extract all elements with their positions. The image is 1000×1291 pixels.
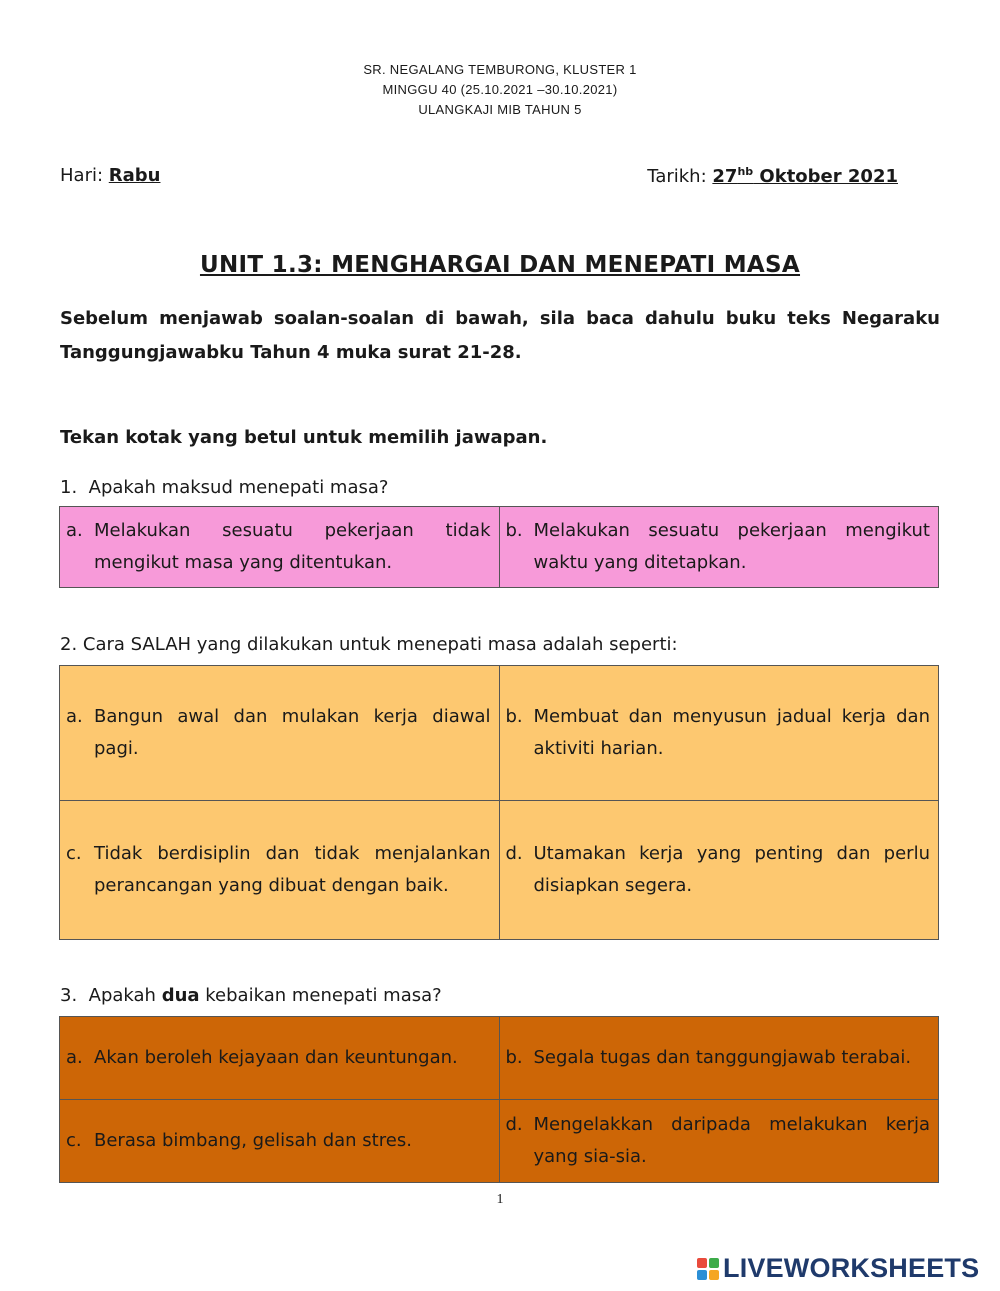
question-1-options xyxy=(59,506,939,588)
option-text: Bangun awal dan mulakan kerja diawal pagi. xyxy=(94,706,491,759)
date-value xyxy=(712,166,898,187)
option-3d[interactable] xyxy=(499,1100,939,1183)
date-row xyxy=(60,165,898,187)
question-1-text: Apakah maksud menepati masa? xyxy=(88,477,389,498)
date-day: 27 xyxy=(712,166,738,187)
option-text: Akan beroleh kejayaan dan keuntungan. xyxy=(94,1047,458,1068)
option-3c[interactable] xyxy=(60,1100,500,1183)
question-3-text-before: Apakah xyxy=(88,985,162,1006)
option-text: Segala tugas dan tanggungjawab terabai. xyxy=(533,1047,912,1068)
liveworksheets-logo-icon xyxy=(697,1258,719,1280)
header-subject: ULANGKAJI MIB TAHUN 5 xyxy=(418,102,582,117)
question-3-number: 3. xyxy=(60,985,78,1006)
option-text: Tidak berdisiplin dan tidak menjalankan perancangan yang dibuat dengan baik. xyxy=(94,843,491,896)
option-2b[interactable] xyxy=(499,666,939,801)
date-label: Tarikh: xyxy=(647,166,713,187)
option-text: Melakukan sesuatu pekerjaan mengikut waktu yang ditetapkan. xyxy=(533,520,930,573)
question-3-text-after: kebaikan menepati masa? xyxy=(199,985,442,1006)
instruction-text: Tekan kotak yang betul untuk memilih jawapan. xyxy=(60,427,548,448)
page-number: 1 xyxy=(496,1192,504,1207)
date-rest: Oktober 2021 xyxy=(753,166,898,187)
option-label: d. xyxy=(505,1114,523,1135)
option-2d[interactable] xyxy=(499,801,939,940)
question-2 xyxy=(60,634,940,655)
date-field xyxy=(647,165,898,187)
logo-square xyxy=(697,1258,707,1268)
option-label: a. xyxy=(66,706,83,727)
question-2-options xyxy=(59,665,939,940)
question-1-number: 1. xyxy=(60,477,78,498)
logo-text: LIVEWORKSHEETS xyxy=(723,1253,980,1283)
question-3-options xyxy=(59,1016,939,1183)
option-label: c. xyxy=(66,1130,82,1151)
unit-title: UNIT 1.3: MENGHARGAI DAN MENEPATI MASA xyxy=(199,252,801,278)
option-2c[interactable] xyxy=(60,801,500,940)
option-3a[interactable] xyxy=(60,1017,500,1100)
day-field xyxy=(60,165,160,187)
question-1 xyxy=(60,477,940,498)
day-value: Rabu xyxy=(108,165,161,186)
header-school: SR. NEGALANG TEMBURONG, KLUSTER 1 xyxy=(363,62,637,77)
option-label: a. xyxy=(66,1047,83,1068)
option-label: a. xyxy=(66,520,83,541)
logo-square xyxy=(709,1258,719,1268)
day-label: Hari: xyxy=(60,165,109,186)
option-1b[interactable] xyxy=(499,507,939,588)
option-label: b. xyxy=(505,520,523,541)
option-2a[interactable] xyxy=(60,666,500,801)
header-week: MINGGU 40 (25.10.2021 –30.10.2021) xyxy=(382,82,618,97)
option-text: Melakukan sesuatu pekerjaan tidak mengikut masa yang ditentukan. xyxy=(94,520,491,573)
question-2-number: 2. xyxy=(60,634,78,655)
intro-text: Sebelum menjawab soalan-soalan di bawah, sila baca dahulu buku teks Negaraku Tanggungjawabku Tahun 4 muka surat 21-28. xyxy=(60,308,940,363)
option-text: Utamakan kerja yang penting dan perlu disiapkan segera. xyxy=(533,843,930,896)
logo-square xyxy=(697,1270,707,1280)
option-1a[interactable] xyxy=(60,507,500,588)
question-2-text: Cara SALAH yang dilakukan untuk menepati masa adalah seperti: xyxy=(82,634,678,655)
option-text: Membuat dan menyusun jadual kerja dan aktiviti harian. xyxy=(533,706,930,759)
question-3 xyxy=(60,985,940,1006)
school-header xyxy=(0,60,1000,120)
option-label: b. xyxy=(505,706,523,727)
option-label: b. xyxy=(505,1047,523,1068)
liveworksheets-logo xyxy=(697,1253,979,1284)
question-3-text-bold: dua xyxy=(161,985,200,1006)
logo-square xyxy=(709,1270,719,1280)
option-label: d. xyxy=(505,843,523,864)
option-3b[interactable] xyxy=(499,1017,939,1100)
option-text: Mengelakkan daripada melakukan kerja yang sia-sia. xyxy=(533,1114,930,1167)
date-suffix: hb xyxy=(737,165,754,178)
option-label: c. xyxy=(66,843,82,864)
option-text: Berasa bimbang, gelisah dan stres. xyxy=(94,1130,412,1151)
